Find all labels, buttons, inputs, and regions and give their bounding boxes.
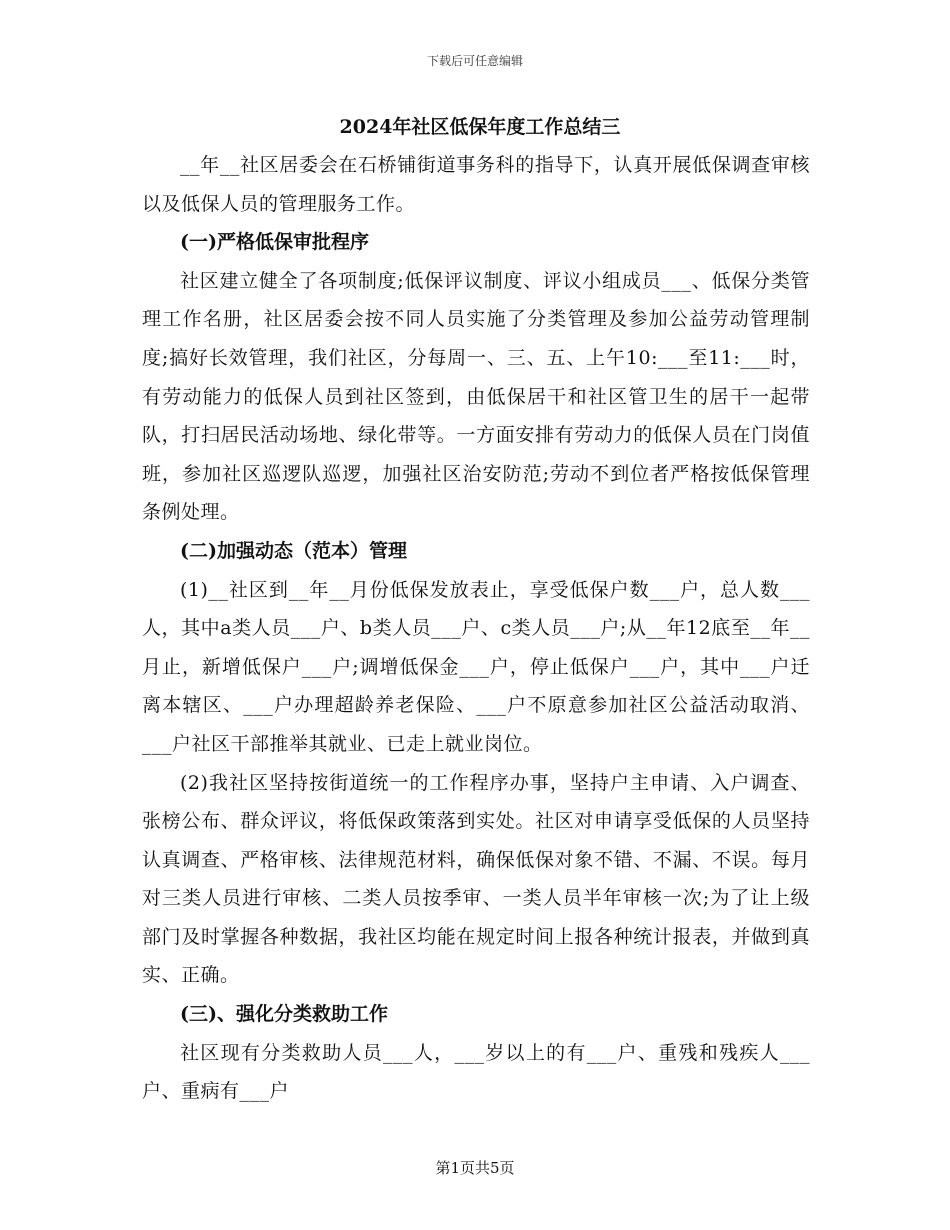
section-heading-3: (三)、强化分类救助工作 (180, 1003, 388, 1026)
section2-paragraph-1: (1)__社区到__年__月份低保发放表止，享受低保户数___户，总人数___人，其中a类人员___户、b类人员___户、c类人员___户;从__年12底至__年__月止，新增低保户___户;调增低保金___户，停止低保户___户，其中___户迁离本辖区、___户办理超龄养老保险、___户不原意参加社区公益活动取消、___户社区干部推举其就业、已走上就业岗位。 (142, 578, 810, 755)
document-title: 2024年社区低保年度工作总结三 (339, 116, 621, 138)
section2-paragraph-2: (2)我社区坚持按街道统一的工作程序办事，坚持户主申请、入户调查、张榜公布、群众评议，将低保政策落到实处。社区对申请享受低保的人员坚持认真调查、严格审核、法律规范材料，确保低保对象不错、不漏、不误。每月对三类人员进行审核、二类人员按季审、一类人员半年审核一次;为了让上级部门及时掌握各种数据，我社区均能在规定时间上报各种统计报表，并做到真实、正确。 (142, 771, 810, 987)
section1-paragraph: 社区建立健全了各项制度;低保评议制度、评议小组成员___、低保分类管理工作名册，社区居委会按不同人员实施了分类管理及参加公益劳动管理制度;搞好长效管理，我们社区，分每周一、三、五、上午10:___至11:___时，有劳动能力的低保人员到社区签到，由低保居干和社区管卫生的居干一起带队，打扫居民活动场地、绿化带等。一方面安排有劳动力的低保人员在门岗值班，参加社区巡逻队巡逻，加强社区治安防范;劳动不到位者严格按低保管理条例处理。 (142, 269, 810, 524)
page-header-note: 下载后可任意编辑 (426, 54, 523, 68)
document-body (142, 110, 810, 1111)
section-heading-2: (二)加强动态（范本）管理 (180, 539, 407, 562)
intro-paragraph: __年__社区居委会在石桥铺街道事务科的指导下，认真开展低保调查审核以及低保人员的管理服务工作。 (142, 154, 810, 215)
section3-paragraph: 社区现有分类救助人员___人，___岁以上的有___户、重残和残疾人___户、重病有___户 (142, 1041, 810, 1103)
page-footer-number: 第1页共5页 (435, 1159, 515, 1177)
section-heading-1: (一)严格低保审批程序 (180, 231, 369, 254)
